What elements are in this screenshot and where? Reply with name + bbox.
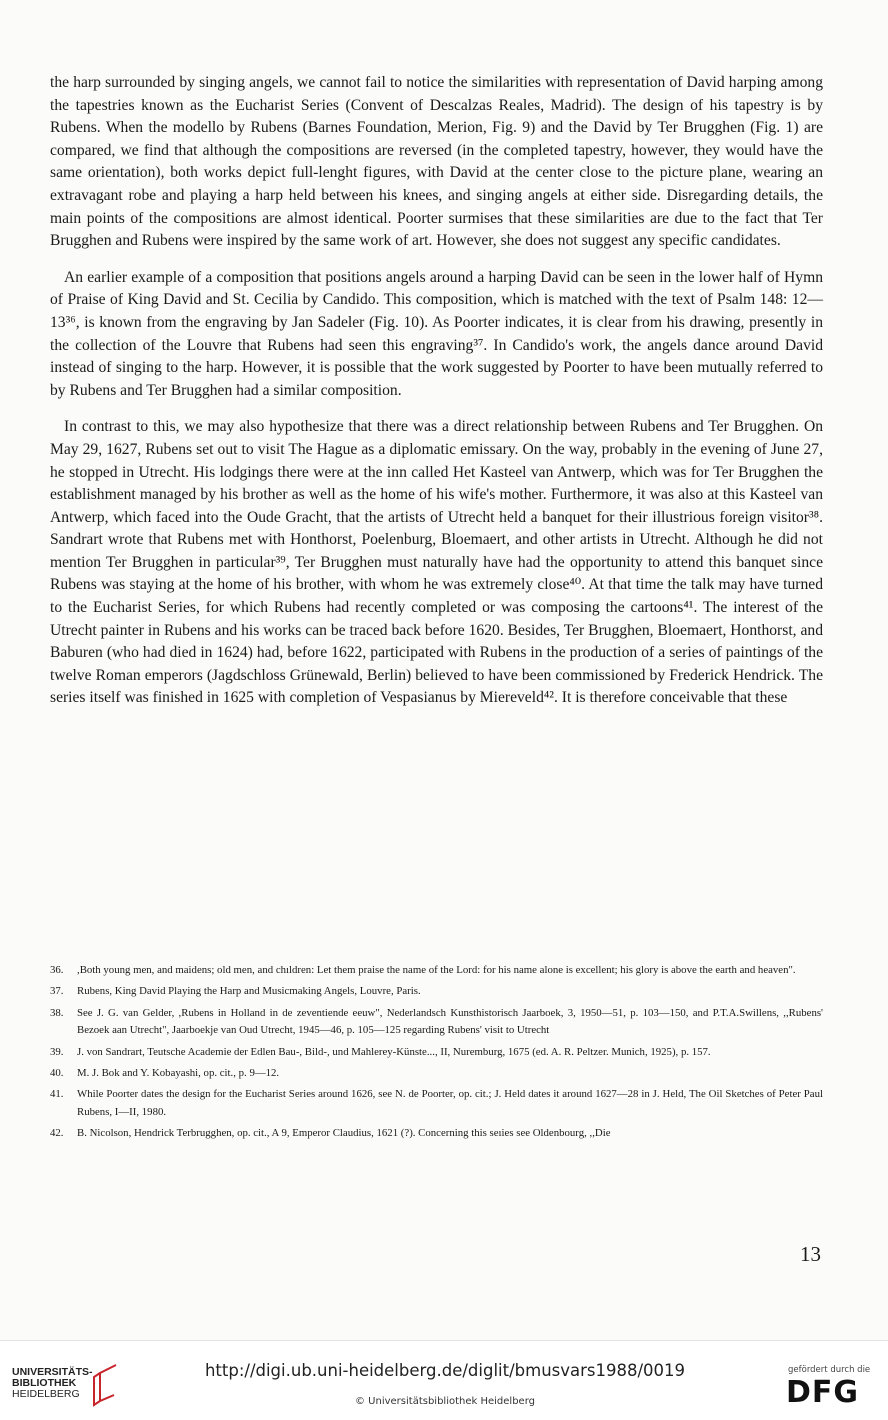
body-text: [50, 72, 823, 724]
library-logo-icon: [86, 1361, 122, 1407]
footnote-text: While Poorter dates the design for the Eucharist Series around 1626, see N. de Poorter, op. cit.; J. Held dates it around 1627—28 in J. Held, The Oil Sketches of Peter Paul Rubens, I—II, 1980.: [77, 1088, 823, 1118]
footnote-42: [50, 1125, 823, 1142]
paragraph-1: the harp surrounded by singing angels, we cannot fail to notice the similarities with representation of David harping among the tapestries known as the Eucharist Series (Convent of Descalzas Reales, Madrid). The design of his tapestry is by Rubens. When the modello by Rubens (Barnes Foundation, Merion, Fig. 9) and the David by Ter Brugghen (Fig. 1) are compared, we find that although the compositions are reversed (in the completed tapestry, however, they would have the same orientation), both works depict full-lenght figures, with David at the center close to the picture plane, wearing an extravagant robe and playing a harp held between his knees, and singing angels at either side. Disregarding details, the main points of the compositions are almost identical. Poorter surmises that these similarities are due to the fact that Ter Brugghen and Rubens were inspired by the same work of art. However, she does not suggest any specific candidates.: [50, 74, 823, 250]
footnote-text: J. von Sandrart, Teutsche Academie der Edlen Bau-, Bild-, und Mahlerey-Künste..., II, Nuremburg, 1675 (ed. A. R. Peltzer. Munich, 1925), p. 157.: [77, 1045, 711, 1058]
viewer-footer: [0, 1340, 888, 1420]
funded-by-label: gefördert durch die: [788, 1365, 871, 1375]
footnote-37: [50, 983, 823, 1000]
footnote-number: 38.: [50, 1006, 64, 1019]
library-line-1: UNIVERSITÄTS-: [12, 1366, 93, 1378]
library-line-3: HEIDELBERG: [12, 1388, 80, 1400]
footnote-text: B. Nicolson, Hendrick Terbrugghen, op. cit., A 9, Emperor Claudius, 1621 (?). Concerning this seıies see Oldenbourg, ,,Die: [77, 1127, 611, 1140]
footnote-39: [50, 1044, 823, 1061]
footnote-text: See J. G. van Gelder, ,Rubens in Holland in de zeventiende eeuw", Nederlandsch Kunsthistorisch Jaarboek, 3, 1950—51, p. 103—150, and P.T.A.Swillens, ,,Rubens' Bezoek aan Utrecht", Jaarboekje van Oud Utrecht, 1945—46, p. 105—125 regarding Rubens' visit to Utrecht: [77, 1006, 823, 1037]
footnote-number: 41.: [50, 1088, 64, 1101]
footnote-number: 39.: [50, 1045, 64, 1058]
footnote-number: 42.: [50, 1127, 64, 1140]
library-line-2: BIBLIOTHEK: [12, 1377, 77, 1389]
footnote-number: 36.: [50, 964, 64, 976]
library-name: [12, 1367, 93, 1400]
footnote-38: [50, 1005, 823, 1040]
paragraph-2: An earlier example of a composition that positions angels around a harping David can be seen in the lower half of Hymn of Praise of King David and St. Cecilia by Candido. This composition, which is matched with the text of Psalm 148: 12—13³⁶, is known from the engraving by Jan Sadeler (Fig. 10). As Poorter indicates, it is clear from his drawing, presently in the collection of the Louvre that Rubens had seen this engraving³⁷. In Candido's work, the angels dance around David instead of singing to the harp. However, it is possible that the work suggested by Poorter to have been mutually referred to by Rubens and Ter Brugghen had a similar composition.: [50, 268, 823, 399]
footnote-40: [50, 1065, 823, 1082]
footnote-number: 40.: [50, 1067, 64, 1080]
copyright-notice: © Universitätsbibliothek Heidelberg: [354, 1396, 535, 1407]
footnote-text: Rubens, King David Playing the Harp and Musicmaking Angels, Louvre, Paris.: [77, 985, 421, 998]
footnote-number: 37.: [50, 985, 64, 998]
footnotes: [50, 962, 823, 1147]
footnote-text: ,Both young men, and maidens; old men, and chıldren: Let them praise the name of the Lord: for his name alone is excellent; his glory is above the earth and heaven".: [77, 964, 796, 976]
footnote-36: [50, 962, 823, 979]
footnote-text: M. J. Bok and Y. Kobayashi, op. cit., p. 9—12.: [77, 1067, 280, 1080]
paragraph-3: In contrast to this, we may also hypothesize that there was a direct relationship between Rubens and Ter Brugghen. On May 29, 1627, Rubens set out to visit The Hague as a diplomatic emissary. On the way, probably in the evening of June 27, he stopped in Utrecht. His lodgings there were at the inn called Het Kasteel van Antwerp, which was for Ter Brugghen the establishment managed by his brother as well as the home of his wife's mother. Furthermore, it was also at this Kasteel van Antwerp, which faced into the Oude Gracht, that the artists of Utrecht held a banquet for their illustrious foreign visitor³⁸. Sandrart wrote that Rubens met with Honthorst, Poelenburg, Bloemaert, and other artists in Utrecht. Although he did not mention Ter Brugghen in particular³⁹, Ter Brugghen must naturally have had the opportunity to attend this banquet since Rubens was staying at the home of his brother, with whom he was extremely close⁴⁰. At that time the talk may have turned to the Eucharist Series, for which Rubens had recently completed or was composing the cartoons⁴¹. The interest of the Utrecht painter in Rubens and his works can be traced back before 1620. Besides, Ter Brugghen, Bloemaert, Honthorst, and Baburen (who had died in 1624) had, before 1622, participated with Rubens in the production of a series of paintings of the twelve Roman emperors (Jagdschloss Grünewald, Berlin) believed to have been commissioned by Frederick Hendrick. The series itself was finished in 1625 with completion of Vespasianus by Miereveld⁴². It is therefore conceivable that these: [50, 418, 823, 707]
footnote-41: [50, 1086, 823, 1121]
dfg-logo: DFG: [786, 1375, 860, 1410]
page-number: 13: [800, 1242, 821, 1266]
permalink-url[interactable]: http://digi.ub.uni-heidelberg.de/diglit/bmusvars1988/0019: [204, 1361, 686, 1380]
